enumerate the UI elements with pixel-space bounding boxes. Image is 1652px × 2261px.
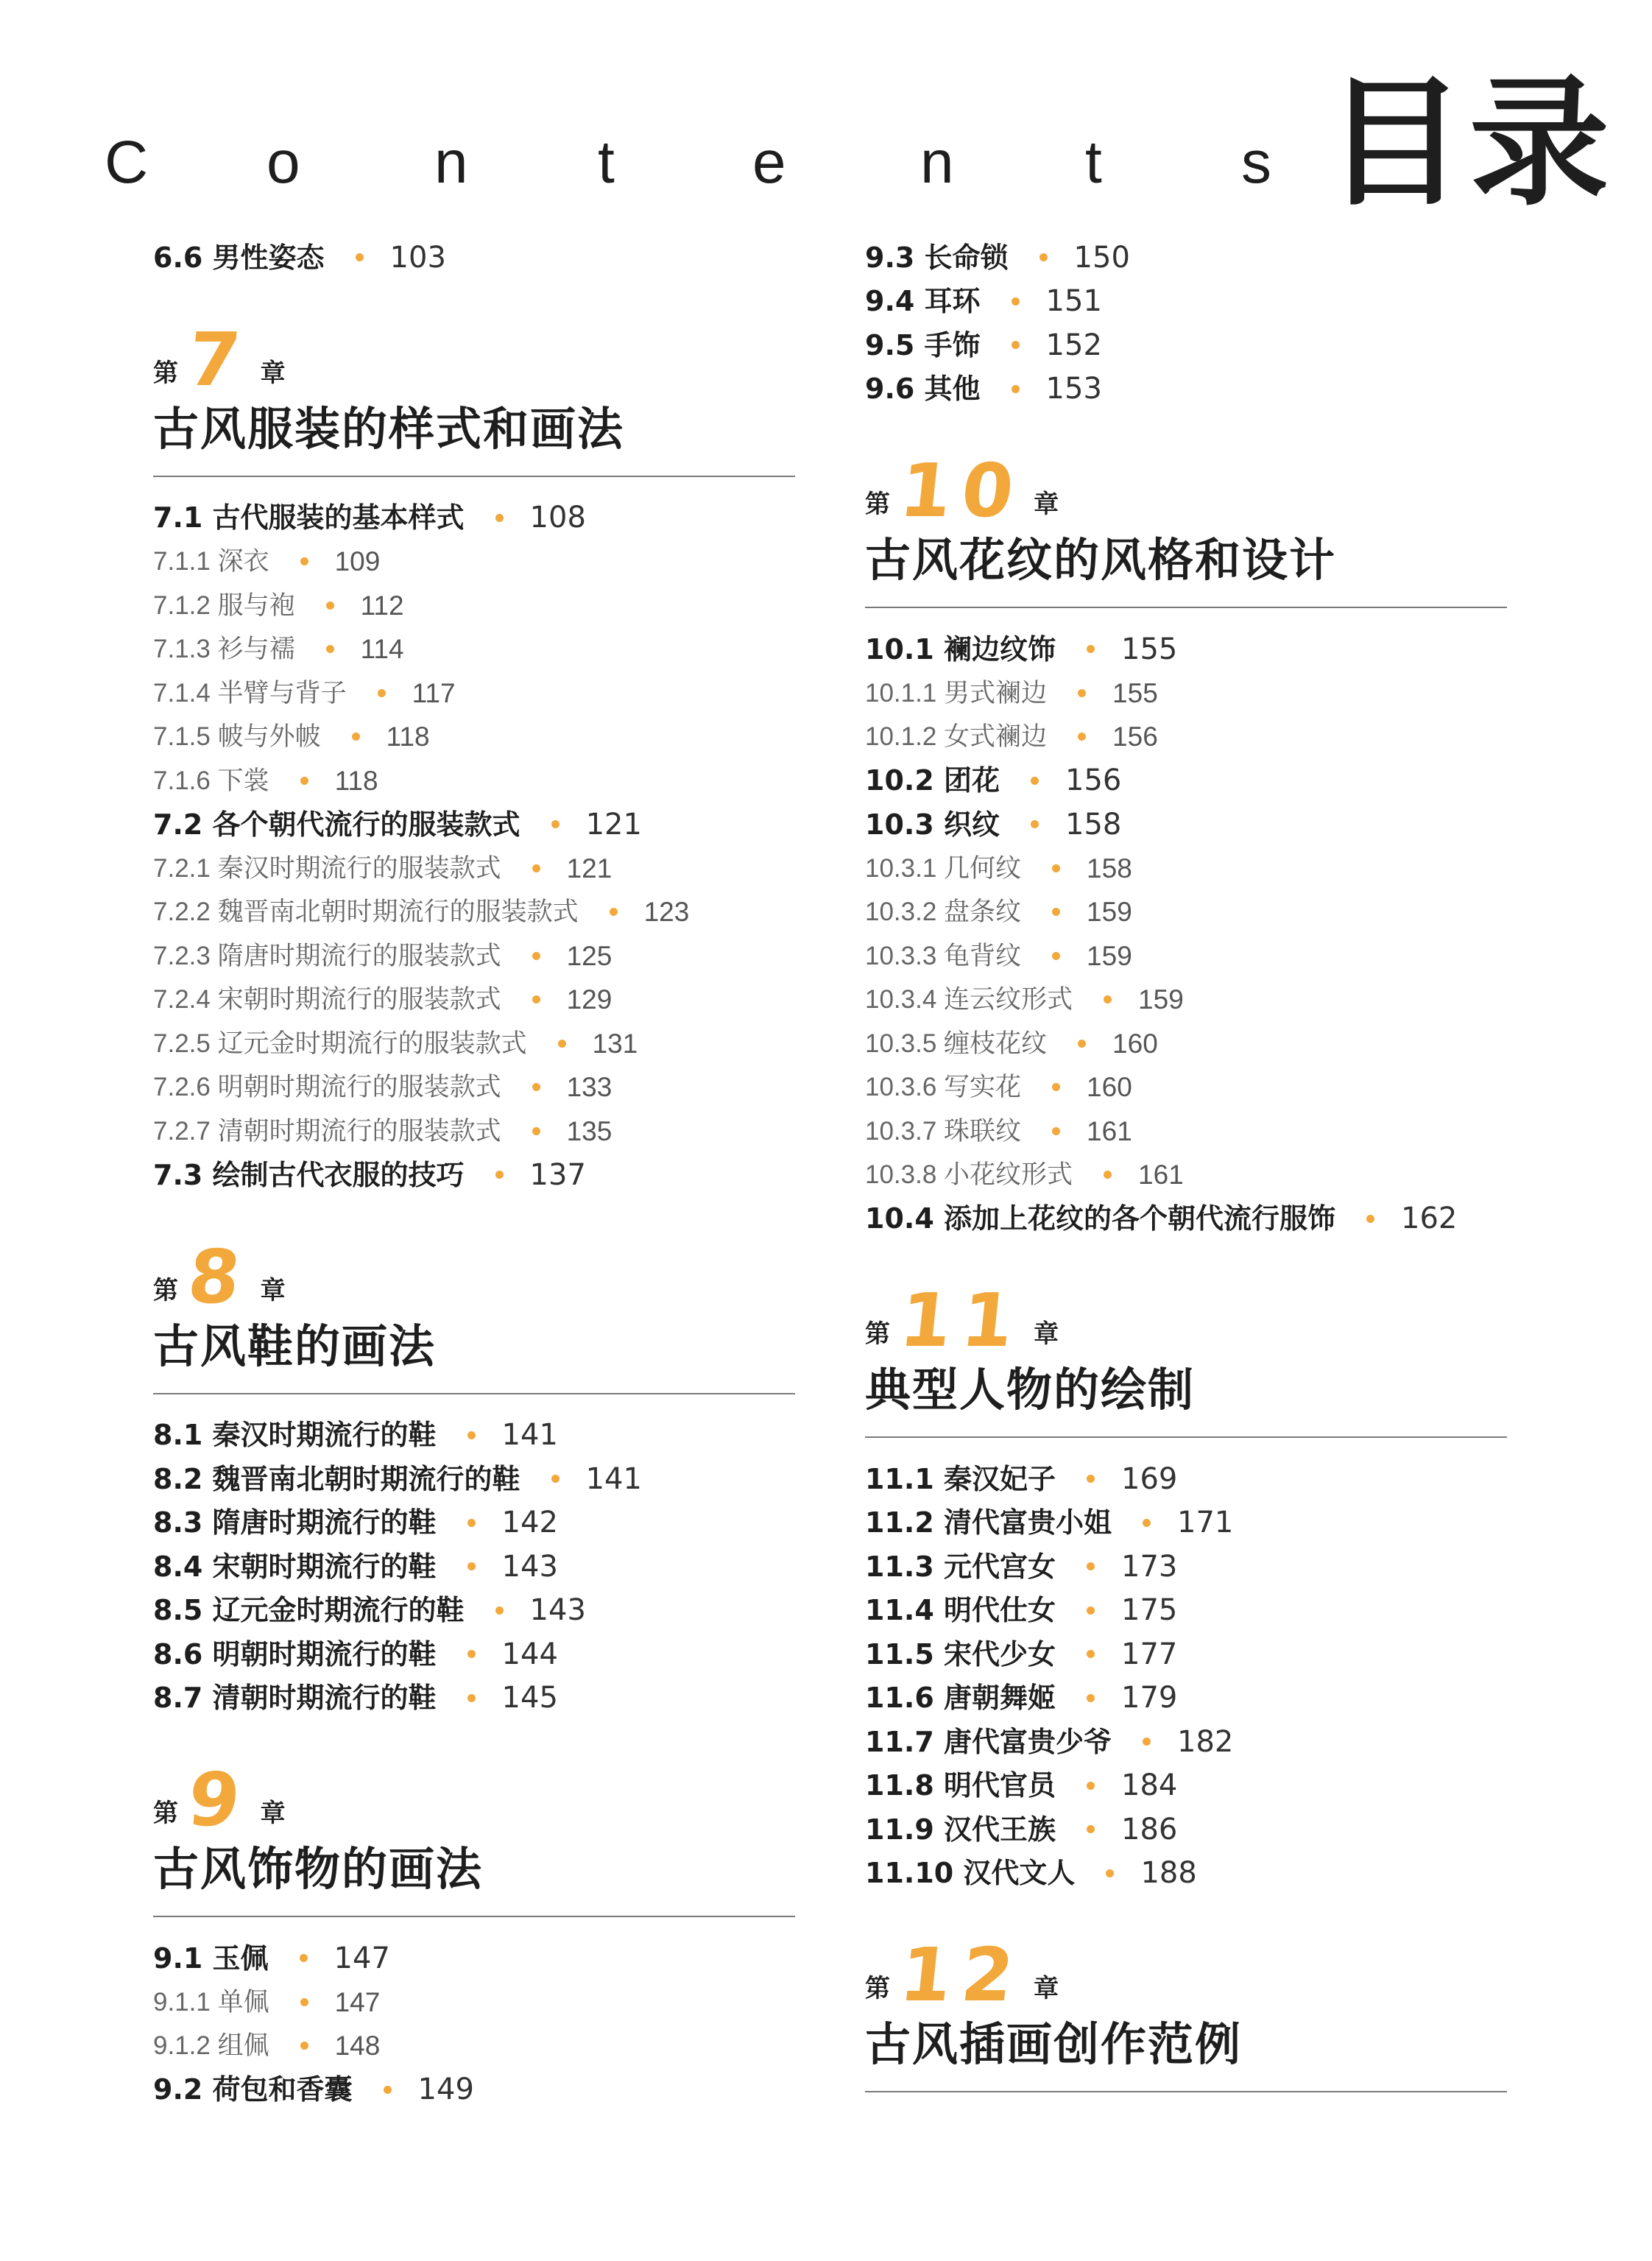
leader-dot-icon bbox=[1143, 1738, 1151, 1746]
toc-entry-label: 10.2 团花 bbox=[865, 764, 1000, 797]
toc-page-number: 118 bbox=[386, 722, 430, 752]
toc-page-number: 121 bbox=[585, 807, 642, 842]
chapter-heading bbox=[865, 1277, 1507, 1364]
toc-page-number: 160 bbox=[1112, 1028, 1158, 1059]
toc-entry-label: 7.2.7 清朝时期流行的服装款式 bbox=[153, 1116, 501, 1146]
leader-dot-icon bbox=[1078, 1040, 1086, 1048]
toc-subsection-entry[interactable] bbox=[153, 934, 795, 978]
toc-subsection-entry[interactable] bbox=[865, 1153, 1507, 1197]
toc-entry-label: 9.2 荷包和香囊 bbox=[153, 2073, 353, 2106]
toc-page-number: 158 bbox=[1087, 853, 1132, 883]
leader-dot-icon bbox=[1052, 1083, 1060, 1091]
toc-page-number: 159 bbox=[1087, 897, 1132, 928]
leader-dot-icon bbox=[495, 1606, 504, 1615]
leader-dot-icon bbox=[1087, 1606, 1095, 1615]
toc-entry-label: 8.4 宋朝时期流行的鞋 bbox=[153, 1550, 437, 1583]
leader-dot-icon bbox=[356, 253, 364, 261]
toc-page-number: 179 bbox=[1121, 1681, 1178, 1715]
chapter-heading bbox=[865, 448, 1507, 534]
leader-dot-icon bbox=[1031, 820, 1039, 828]
toc-entry-label: 8.2 魏晋南北朝时期流行的鞋 bbox=[153, 1462, 520, 1495]
toc-subsection-entry[interactable] bbox=[153, 890, 795, 934]
chapter-number: 9 bbox=[183, 1757, 255, 1843]
leader-dot-icon bbox=[326, 602, 334, 610]
toc-subsection-entry[interactable] bbox=[865, 1022, 1507, 1066]
leader-dot-icon bbox=[378, 689, 386, 697]
toc-section-entry[interactable] bbox=[865, 1545, 1507, 1589]
leader-dot-icon bbox=[1143, 1519, 1151, 1527]
page-title: 目录 bbox=[1325, 62, 1614, 225]
toc-section-entry[interactable] bbox=[865, 367, 1507, 412]
leader-dot-icon bbox=[384, 2086, 392, 2094]
toc-entry-label: 7.2.5 辽元金时期流行的服装款式 bbox=[153, 1029, 527, 1058]
toc-section-entry[interactable] bbox=[153, 496, 795, 540]
toc-section-entry[interactable] bbox=[865, 1197, 1507, 1241]
toc-page-number: 149 bbox=[417, 2073, 474, 2107]
contents-header-letter: s bbox=[1241, 129, 1271, 196]
leader-dot-icon bbox=[300, 1954, 308, 1962]
toc-entry-label: 10.3.2 盘条纹 bbox=[865, 897, 1022, 927]
leader-dot-icon bbox=[467, 1562, 476, 1570]
chapter-prefix: 第 bbox=[153, 1275, 178, 1305]
chapter-prefix: 第 bbox=[865, 1319, 890, 1349]
toc-page-number: 112 bbox=[360, 590, 404, 621]
chapter-divider bbox=[153, 1916, 795, 1917]
toc-section-entry[interactable] bbox=[865, 1807, 1507, 1852]
toc-page-number: 152 bbox=[1045, 328, 1102, 362]
toc-entry-label: 7.2.3 隋唐时期流行的服装款式 bbox=[153, 941, 501, 970]
leader-dot-icon bbox=[1078, 689, 1086, 697]
toc-entry-label: 9.6 其他 bbox=[865, 373, 981, 406]
leader-dot-icon bbox=[300, 557, 308, 565]
toc-page-number: 109 bbox=[334, 546, 381, 577]
toc-entry-label: 7.1.2 服与袍 bbox=[153, 590, 295, 620]
toc-entry-label: 11.2 清代富贵小姐 bbox=[865, 1506, 1112, 1539]
toc-entry-label: 7.2 各个朝代流行的服装款式 bbox=[153, 808, 520, 841]
chapter-heading bbox=[153, 316, 795, 403]
toc-entry-label: 10.3.6 写实花 bbox=[865, 1073, 1022, 1102]
toc-entry-label: 7.1.3 衫与襦 bbox=[153, 635, 295, 664]
leader-dot-icon bbox=[1106, 1869, 1114, 1877]
toc-subsection-entry[interactable] bbox=[153, 540, 795, 584]
chapter-number: 8 bbox=[183, 1233, 255, 1320]
toc-page-number: 135 bbox=[566, 1115, 613, 1146]
toc-page-number: 151 bbox=[1045, 284, 1102, 319]
toc-section-entry[interactable] bbox=[865, 627, 1507, 671]
toc-section-entry[interactable] bbox=[153, 1936, 795, 1980]
toc-section-entry[interactable] bbox=[865, 1589, 1507, 1633]
chapter-prefix: 第 bbox=[865, 490, 890, 519]
toc-section-entry[interactable] bbox=[865, 1676, 1507, 1721]
toc-page-number: 117 bbox=[412, 677, 456, 708]
toc-entry-label: 8.1 秦汉时期流行的鞋 bbox=[153, 1419, 437, 1452]
toc-page-number: 131 bbox=[592, 1028, 638, 1059]
toc-entry-label: 10.1.2 女式襕边 bbox=[865, 722, 1048, 752]
chapter-suffix: 章 bbox=[260, 1275, 286, 1305]
chapter-heading bbox=[153, 1233, 795, 1320]
toc-page-number: 147 bbox=[333, 1941, 390, 1975]
toc-entry-label: 10.1 襕边纹饰 bbox=[865, 632, 1056, 666]
toc-page-number: 147 bbox=[334, 1986, 381, 2017]
leader-dot-icon bbox=[467, 1650, 476, 1658]
chapter-prefix: 第 bbox=[153, 1799, 178, 1828]
toc-subsection-entry[interactable] bbox=[865, 890, 1507, 934]
chapter-block bbox=[153, 316, 795, 1197]
toc-page-number: 155 bbox=[1121, 632, 1178, 666]
toc-page-number: 142 bbox=[501, 1506, 558, 1540]
toc-page-number: 184 bbox=[1121, 1768, 1178, 1803]
toc-entry-label: 10.3.3 龟背纹 bbox=[865, 941, 1022, 970]
toc-entry-label: 7.1.5 帔与外帔 bbox=[153, 722, 321, 752]
chapter-title[interactable]: 古风服装的样式和画法 bbox=[153, 401, 625, 456]
leader-dot-icon bbox=[551, 820, 560, 828]
leader-dot-icon bbox=[1087, 1782, 1095, 1790]
toc-section-entry[interactable] bbox=[865, 236, 1507, 280]
toc-left-column bbox=[153, 236, 795, 2112]
toc-entry-label: 10.1.1 男式襕边 bbox=[865, 678, 1048, 708]
chapter-block bbox=[865, 448, 1507, 1241]
chapter-suffix: 章 bbox=[1034, 1974, 1059, 2003]
toc-section-entry[interactable] bbox=[865, 1852, 1507, 1896]
toc-subsection-entry[interactable] bbox=[153, 1065, 795, 1110]
contents-header-letter: o bbox=[266, 129, 300, 196]
chapter-heading bbox=[153, 1757, 795, 1843]
toc-entry-label: 11.5 宋代少女 bbox=[865, 1637, 1056, 1671]
leader-dot-icon bbox=[326, 645, 334, 653]
toc-page-number: 133 bbox=[566, 1072, 613, 1103]
leader-dot-icon bbox=[532, 1127, 540, 1135]
toc-entry-label: 11.9 汉代王族 bbox=[865, 1813, 1056, 1846]
leader-dot-icon bbox=[551, 1475, 560, 1483]
leader-dot-icon bbox=[495, 514, 504, 522]
leader-dot-icon bbox=[1052, 952, 1060, 960]
leader-dot-icon bbox=[1012, 385, 1020, 393]
toc-entry-label: 7.3 绘制古代衣服的技巧 bbox=[153, 1158, 465, 1191]
toc-subsection-entry[interactable] bbox=[865, 847, 1507, 891]
chapter-suffix: 章 bbox=[1034, 1319, 1059, 1349]
toc-entry-label: 11.8 明代官员 bbox=[865, 1769, 1056, 1802]
toc-page-number: 171 bbox=[1177, 1506, 1234, 1540]
leader-dot-icon bbox=[1052, 1127, 1060, 1135]
toc-section-entry[interactable] bbox=[153, 1457, 795, 1501]
toc-page-number: 153 bbox=[1045, 372, 1102, 406]
toc-page-number: 162 bbox=[1401, 1202, 1458, 1236]
toc-entry-label: 8.6 明朝时期流行的鞋 bbox=[153, 1637, 437, 1671]
chapter-heading bbox=[865, 1932, 1507, 2018]
toc-subsection-entry[interactable] bbox=[865, 934, 1507, 978]
toc-entry-label: 9.3 长命锁 bbox=[865, 241, 1009, 274]
toc-entry-label: 11.3 元代宫女 bbox=[865, 1550, 1056, 1583]
toc-entry-label: 7.1.1 深衣 bbox=[153, 547, 269, 576]
toc-subsection-entry[interactable] bbox=[865, 1065, 1507, 1110]
toc-entry-label: 8.5 辽元金时期流行的鞋 bbox=[153, 1594, 465, 1627]
toc-page-number: 141 bbox=[501, 1418, 558, 1453]
leader-dot-icon bbox=[467, 1519, 476, 1527]
toc-entry-label: 8.3 隋唐时期流行的鞋 bbox=[153, 1506, 437, 1539]
toc-entry-label: 11.6 唐朝舞姬 bbox=[865, 1682, 1056, 1715]
toc-page-number: 121 bbox=[566, 853, 613, 883]
toc-page-number: 148 bbox=[334, 2031, 381, 2061]
contents-header-letter: n bbox=[434, 129, 468, 196]
leader-dot-icon bbox=[532, 1083, 540, 1091]
leader-dot-icon bbox=[1012, 297, 1020, 306]
toc-entry-label: 6.6 男性姿态 bbox=[153, 241, 325, 274]
toc-section-entry[interactable] bbox=[865, 1457, 1507, 1501]
toc-subsection-entry[interactable] bbox=[153, 584, 795, 628]
chapter-title[interactable]: 古风插画创作范例 bbox=[865, 2017, 1243, 2071]
chapter-divider bbox=[865, 607, 1507, 608]
toc-entry-label: 11.4 明代仕女 bbox=[865, 1594, 1056, 1627]
toc-section-entry[interactable] bbox=[153, 2068, 795, 2112]
toc-right-column bbox=[865, 236, 1507, 2112]
toc-page-number: 182 bbox=[1177, 1724, 1234, 1759]
toc-section-entry[interactable] bbox=[153, 1545, 795, 1589]
toc-page-number: 156 bbox=[1112, 722, 1158, 752]
contents-header-letter: C bbox=[105, 129, 149, 196]
chapter-divider bbox=[153, 1393, 795, 1394]
toc-subsection-entry[interactable] bbox=[153, 671, 795, 716]
chapter-title[interactable]: 典型人物的绘制 bbox=[865, 1363, 1196, 1417]
toc-page-number: 123 bbox=[643, 897, 690, 928]
toc-page-number: 159 bbox=[1087, 940, 1132, 971]
chapter-divider bbox=[153, 476, 795, 477]
leader-dot-icon bbox=[610, 908, 618, 916]
leader-dot-icon bbox=[300, 2042, 308, 2050]
toc-page-number: 161 bbox=[1087, 1115, 1132, 1146]
toc-page-number: 150 bbox=[1073, 240, 1130, 275]
toc-page-number: 129 bbox=[566, 984, 613, 1015]
chapter-number: 10 bbox=[895, 448, 1028, 534]
toc-page-number: 118 bbox=[334, 765, 378, 796]
toc-page-number: 125 bbox=[566, 940, 613, 971]
leader-dot-icon bbox=[1366, 1215, 1374, 1223]
toc-page-number: 141 bbox=[585, 1461, 642, 1496]
toc-section-entry[interactable] bbox=[865, 1720, 1507, 1764]
chapter-block bbox=[153, 1233, 795, 1721]
toc-subsection-entry[interactable] bbox=[153, 715, 795, 759]
toc-subsection-entry[interactable] bbox=[865, 671, 1507, 716]
toc-subsection-entry[interactable] bbox=[153, 1022, 795, 1066]
leader-dot-icon bbox=[1087, 1694, 1095, 1702]
chapter-suffix: 章 bbox=[260, 358, 286, 388]
toc-subsection-entry[interactable] bbox=[153, 759, 795, 803]
leader-dot-icon bbox=[532, 995, 540, 1003]
toc-section-entry[interactable] bbox=[865, 803, 1507, 847]
toc-entry-label: 10.4 添加上花纹的各个朝代流行服饰 bbox=[865, 1202, 1335, 1235]
toc-page-number: 114 bbox=[360, 634, 404, 665]
chapter-block bbox=[865, 1277, 1507, 1895]
toc-page-number: 159 bbox=[1138, 984, 1184, 1015]
chapter-block bbox=[153, 1757, 795, 2112]
toc-page-number: 169 bbox=[1121, 1461, 1178, 1496]
toc-subsection-entry[interactable] bbox=[153, 627, 795, 671]
toc-subsection-entry[interactable] bbox=[865, 978, 1507, 1022]
leader-dot-icon bbox=[1104, 995, 1112, 1003]
toc-page-number: 161 bbox=[1138, 1160, 1184, 1191]
leader-dot-icon bbox=[1087, 1825, 1095, 1833]
contents-header-letter: t bbox=[598, 129, 615, 196]
toc-page-number: 143 bbox=[501, 1549, 558, 1584]
leader-dot-icon bbox=[495, 1171, 504, 1179]
toc-entry-label: 7.2.6 明朝时期流行的服装款式 bbox=[153, 1073, 501, 1102]
chapter-block bbox=[865, 1932, 1507, 2092]
toc-entry-label: 9.1 玉佩 bbox=[153, 1941, 269, 1975]
chapter-suffix: 章 bbox=[260, 1799, 286, 1828]
chapter-divider bbox=[865, 2091, 1507, 2092]
chapter-title[interactable]: 古风鞋的画法 bbox=[153, 1319, 437, 1373]
chapter-prefix: 第 bbox=[865, 1974, 890, 2003]
chapter-prefix: 第 bbox=[153, 358, 178, 388]
chapter-title[interactable]: 古风花纹的风格和设计 bbox=[865, 533, 1337, 587]
toc-page-number: 186 bbox=[1121, 1812, 1178, 1846]
toc-section-entry[interactable] bbox=[153, 803, 795, 847]
leader-dot-icon bbox=[1012, 341, 1020, 349]
toc-page-number: 173 bbox=[1121, 1549, 1178, 1584]
toc-section-entry[interactable] bbox=[865, 1764, 1507, 1808]
toc-page-number: 137 bbox=[529, 1157, 586, 1192]
toc-entry-label: 10.3.4 连云纹形式 bbox=[865, 985, 1073, 1015]
toc-entry-label: 8.7 清朝时期流行的鞋 bbox=[153, 1682, 437, 1715]
leader-dot-icon bbox=[1031, 777, 1039, 785]
toc-entry-label: 7.1.4 半臂与背子 bbox=[153, 678, 347, 708]
toc-page-number: 175 bbox=[1121, 1593, 1178, 1628]
chapter-title[interactable]: 古风饰物的画法 bbox=[153, 1842, 484, 1896]
toc-page-number: 103 bbox=[389, 240, 446, 275]
toc-section-entry[interactable] bbox=[153, 1676, 795, 1721]
leader-dot-icon bbox=[1087, 1475, 1095, 1483]
toc-entry-label: 9.4 耳环 bbox=[865, 285, 981, 318]
chapter-number: 7 bbox=[183, 316, 255, 403]
toc-subsection-entry[interactable] bbox=[153, 2024, 795, 2068]
chapter-divider bbox=[865, 1436, 1507, 1438]
toc-page-number: 155 bbox=[1112, 677, 1158, 708]
leader-dot-icon bbox=[1078, 733, 1086, 741]
toc-entry-label: 9.1.2 组佩 bbox=[153, 2031, 269, 2061]
leader-dot-icon bbox=[532, 952, 540, 960]
toc-page-number: 160 bbox=[1087, 1072, 1132, 1103]
contents-header-letter: t bbox=[1085, 129, 1102, 196]
toc-entry-label: 7.1.6 下裳 bbox=[153, 766, 269, 795]
toc-section-entry[interactable] bbox=[865, 759, 1507, 803]
toc-entry-label: 11.1 秦汉妃子 bbox=[865, 1462, 1056, 1495]
contents-header-letter: e bbox=[752, 129, 786, 196]
leader-dot-icon bbox=[1052, 864, 1060, 872]
toc-entry-label: 7.2.4 宋朝时期流行的服装款式 bbox=[153, 985, 501, 1015]
leader-dot-icon bbox=[1087, 1650, 1095, 1658]
chapter-number: 11 bbox=[895, 1277, 1028, 1364]
toc-section-entry[interactable] bbox=[865, 280, 1507, 324]
toc-page-number: 158 bbox=[1065, 807, 1122, 842]
toc-section-entry[interactable] bbox=[153, 1589, 795, 1633]
toc-entry-label: 7.2.2 魏晋南北朝时期流行的服装款式 bbox=[153, 897, 579, 927]
toc-page-number: 145 bbox=[501, 1681, 558, 1715]
toc-entry-label: 9.1.1 单佩 bbox=[153, 1987, 269, 2017]
toc-section-entry[interactable] bbox=[865, 1501, 1507, 1545]
toc-page-number: 188 bbox=[1140, 1856, 1197, 1891]
toc-entry-label: 10.3.8 小花纹形式 bbox=[865, 1160, 1073, 1190]
toc-entry-label: 7.1 古代服装的基本样式 bbox=[153, 501, 465, 535]
leader-dot-icon bbox=[300, 777, 308, 785]
toc-entry-label: 11.7 唐代富贵少爷 bbox=[865, 1725, 1112, 1758]
toc-page-number: 156 bbox=[1065, 763, 1122, 798]
leader-dot-icon bbox=[1087, 1562, 1095, 1570]
chapter-suffix: 章 bbox=[1034, 490, 1059, 519]
toc-section-entry[interactable] bbox=[153, 236, 795, 280]
toc-entry-label: 11.10 汉代文人 bbox=[865, 1857, 1076, 1890]
toc-entry-label: 9.5 手饰 bbox=[865, 328, 981, 361]
toc-subsection-entry[interactable] bbox=[153, 1980, 795, 2025]
leader-dot-icon bbox=[352, 733, 360, 741]
toc-subsection-entry[interactable] bbox=[865, 1110, 1507, 1154]
chapter-number: 12 bbox=[895, 1932, 1028, 2018]
leader-dot-icon bbox=[1039, 253, 1048, 261]
toc-entry-label: 10.3.5 缠枝花纹 bbox=[865, 1029, 1048, 1058]
toc-entry-label: 7.2.1 秦汉时期流行的服装款式 bbox=[153, 853, 501, 883]
leader-dot-icon bbox=[1052, 908, 1060, 916]
contents-header-letter: n bbox=[920, 129, 954, 196]
toc-section-entry[interactable] bbox=[153, 1414, 795, 1458]
leader-dot-icon bbox=[1104, 1171, 1112, 1179]
toc-section-entry[interactable] bbox=[865, 323, 1507, 367]
toc-subsection-entry[interactable] bbox=[153, 1110, 795, 1154]
toc-subsection-entry[interactable] bbox=[153, 978, 795, 1022]
toc-section-entry[interactable] bbox=[153, 1632, 795, 1676]
toc-subsection-entry[interactable] bbox=[865, 715, 1507, 759]
leader-dot-icon bbox=[467, 1694, 476, 1702]
leader-dot-icon bbox=[558, 1040, 566, 1048]
toc-page-number: 144 bbox=[501, 1637, 558, 1671]
toc-section-entry[interactable] bbox=[153, 1501, 795, 1545]
toc-subsection-entry[interactable] bbox=[153, 847, 795, 891]
toc-section-entry[interactable] bbox=[153, 1153, 795, 1197]
leader-dot-icon bbox=[467, 1431, 476, 1439]
toc-page-number: 143 bbox=[529, 1593, 586, 1628]
leader-dot-icon bbox=[1087, 645, 1095, 653]
leader-dot-icon bbox=[300, 1998, 308, 2006]
toc-section-entry[interactable] bbox=[865, 1632, 1507, 1676]
toc-entry-label: 10.3.7 珠联纹 bbox=[865, 1116, 1022, 1146]
toc-page-number: 108 bbox=[529, 501, 586, 535]
toc-entry-label: 10.3.1 几何纹 bbox=[865, 853, 1022, 883]
toc-entry-label: 10.3 织纹 bbox=[865, 808, 1000, 841]
leader-dot-icon bbox=[532, 864, 540, 872]
toc-page-number: 177 bbox=[1121, 1637, 1178, 1671]
